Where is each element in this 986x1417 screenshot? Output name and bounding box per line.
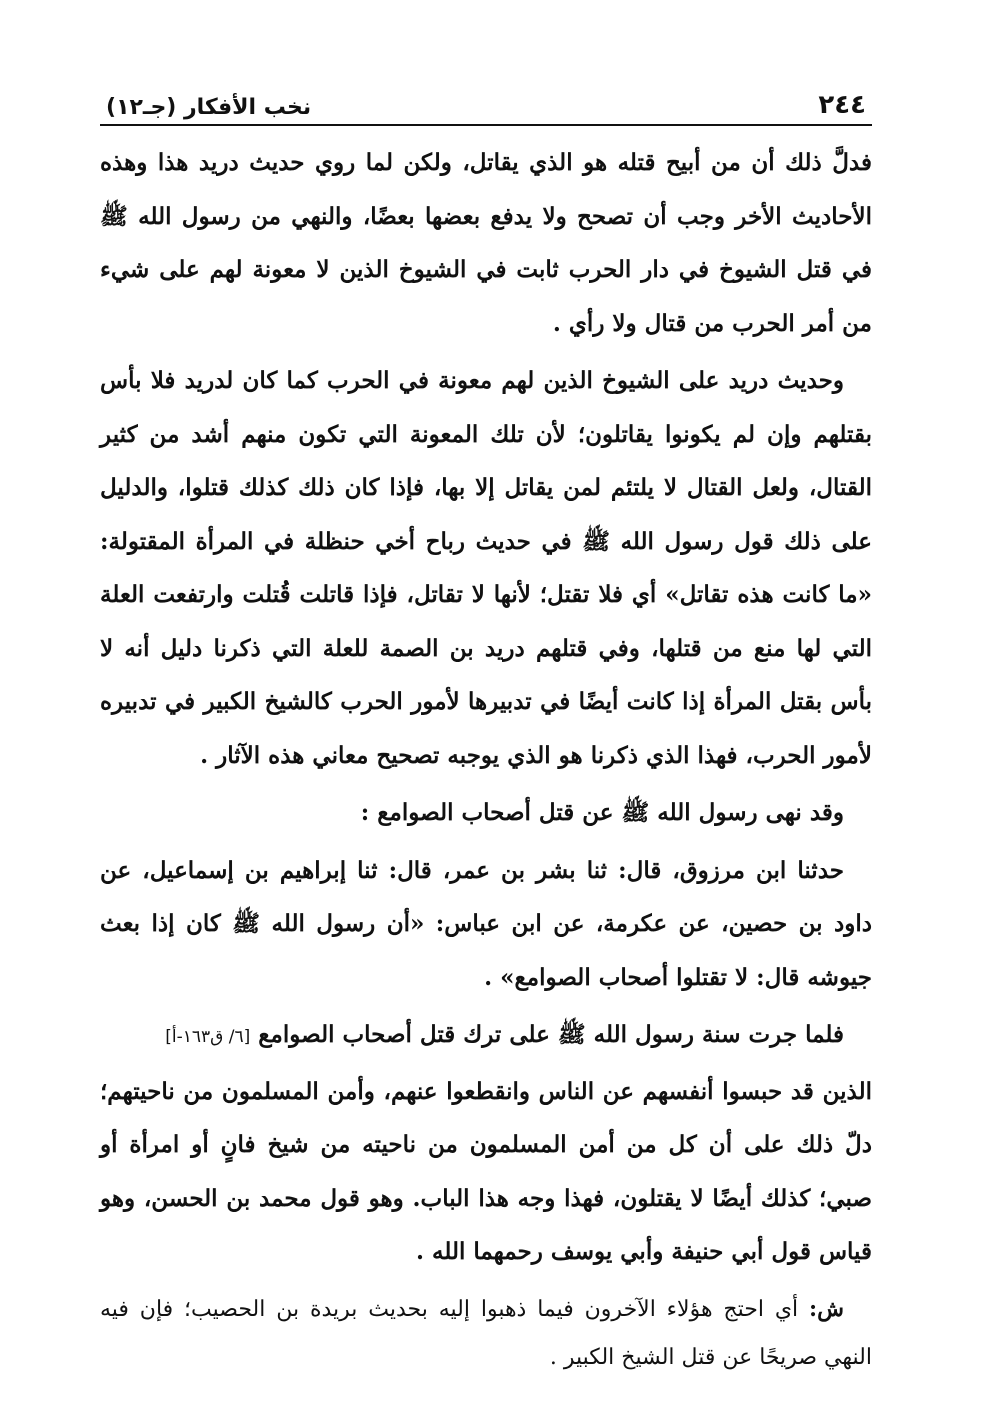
hermits-ruling-text: فلما جرت سنة رسول الله ﷺ على ترك قتل أصحاب الصوامع [258, 1021, 844, 1048]
main-text [100, 136, 872, 1279]
book-page [100, 80, 872, 1382]
book-title: نخب الأفكار (جـ١٢) [106, 95, 312, 120]
paragraph-durayd-hadith: وحديث دريد على الشيوخ الذين لهم معونة في الحرب كما كان لدريد فلا بأس بقتلهم وإن لم يكونوا يقاتلون؛ لأن تلك المعونة التي تكون منهم أشد من كثير القتال، ولعل القتال لا يلتئم لمن يقاتل إلا بها، فإذا كان ذلك كذلك قتلوا، والدليل على ذلك قول رسول الله ﷺ في حديث رباح أخي حنظلة في المرأة المقتولة: «ما كانت هذه تقاتل» أي فلا تقتل؛ لأنها لا تقاتل، فإذا قاتلت قُتلت وارتفعت العلة التي لها منع من قتلها، وفي قتلهم دريد بن الصمة للعلة التي ذكرنا دليل أنه لا بأس بقتل المرأة إذا كانت أيضًا في تدبيرها لأمور الحرب كالشيخ الكبير في تدبيره لأمور الحرب، فهذا الذي ذكرنا هو الذي يوجبه تصحيح معاني هذه الآثار . [100, 367, 872, 769]
paragraph-hermits-heading: وقد نهى رسول الله ﷺ عن قتل أصحاب الصوامع : [360, 799, 844, 826]
commentary-label: ش: [809, 1295, 844, 1322]
paragraph-isnad: حدثنا ابن مرزوق، قال: ثنا بشر بن عمر، قال: ثنا إبراهيم بن إسماعيل، عن داود بن حصين، عن عكرمة، عن ابن عباس: «أن رسول الله ﷺ كان إذا بعث جيوشه قال: لا تقتلوا أصحاب الصوامع» . [100, 856, 872, 991]
folio-reference: [٦/ ق١٦٣-أ] [165, 1027, 251, 1047]
page-number: ٢٤٤ [818, 90, 866, 120]
commentary [100, 1285, 872, 1382]
paragraph-hermits-ruling-end: الذين قد حبسوا أنفسهم عن الناس وانقطعوا عنهم، وأمن المسلمون من ناحيتهم؛ دلّ ذلك على أن كل من أمن المسلمون من ناحيته من شيخ فانٍ أو امرأة أو صبي؛ كذلك أيضًا لا يقتلون، فهذا وجه هذا الباب. وهو قول محمد بن الحسن، وهو قياس قول أبي حنيفة وأبي يوسف رحمهما الله . [100, 1077, 872, 1265]
paragraph-conclusion: فدلَّ ذلك أن من أبيح قتله هو الذي يقاتل، ولكن لما روي حديث دريد هذا وهذه الأحاديث الأخر وجب أن تصحح ولا يدفع بعضها بعضًا، والنهي من رسول الله ﷺ في قتل الشيوخ في دار الحرب ثابت في الشيوخ الذين لا معونة لهم على شيء من أمر الحرب من قتال ولا رأي . [100, 149, 872, 337]
commentary-paragraph [100, 1285, 872, 1382]
paragraph-hermits-ruling-start [100, 1008, 872, 1065]
page-header [100, 80, 872, 126]
commentary-text: أي احتج هؤلاء الآخرون فيما ذهبوا إليه بحديث بريدة بن الحصيب؛ فإن فيه النهي صريحًا عن قتل الشيخ الكبير . [100, 1296, 872, 1370]
